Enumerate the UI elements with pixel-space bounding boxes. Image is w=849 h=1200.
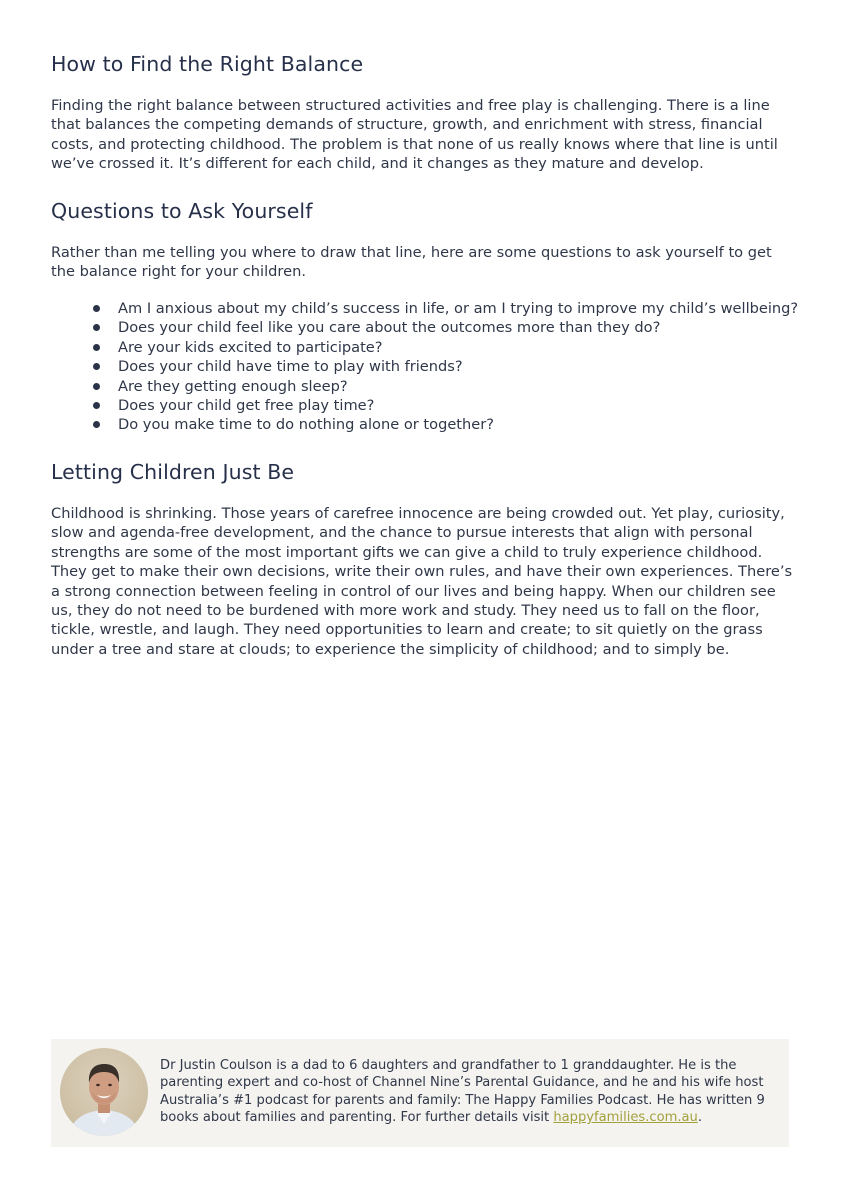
bullet-icon xyxy=(93,305,100,312)
question-text: Are your kids excited to participate? xyxy=(118,338,383,356)
list-item xyxy=(51,318,799,337)
section-heading-letting-be: Letting Children Just Be xyxy=(51,460,295,484)
website-link[interactable]: happyfamilies.com.au xyxy=(553,1110,698,1126)
question-text: Does your child have time to play with friends? xyxy=(118,358,463,376)
questions-list xyxy=(51,299,799,435)
list-item xyxy=(51,299,799,318)
section-heading-questions: Questions to Ask Yourself xyxy=(51,199,313,223)
section-heading-balance: How to Find the Right Balance xyxy=(51,52,364,76)
question-text: Does your child get free play time? xyxy=(118,397,375,415)
section-paragraph-letting-be: Childhood is shrinking. Those years of carefree innocence are being crowded out. Yet play, curiosity, slow and agenda-free development, and the chance to pursue interests that align with personal strengths are some of the most important gifts we can give a child to truly experience childhood. They get to make their own decisions, write their own rules, and have their own experiences. There’s a strong connection between feeling in control of our lives and being happy. When our children see us, they do not need to be burdened with more work and study. They need us to fall on the floor, tickle, wrestle, and laugh. They need opportunities to learn and create; to sit quietly on the grass under a tree and stare at clouds; to experience the simplicity of childhood; and to simply be. xyxy=(51,505,793,658)
question-text: Are they getting enough sleep? xyxy=(118,377,348,395)
bullet-icon xyxy=(93,383,100,390)
author-photo-icon xyxy=(60,1048,148,1136)
bullet-icon xyxy=(93,363,100,370)
section-paragraph-balance: Finding the right balance between structured activities and free play is challenging. There is a line that balances the competing demands of structure, growth, and enrichment with stress, financial costs, and protecting childhood. The problem is that none of us really knows where that line is until we’ve crossed it. It’s different for each child, and it changes as they mature and develop. xyxy=(51,97,778,173)
question-text: Does your child feel like you care about the outcomes more than they do? xyxy=(118,319,661,337)
question-text: Do you make time to do nothing alone or together? xyxy=(118,416,495,434)
author-bio-trailing: . xyxy=(697,1110,703,1126)
list-item xyxy=(51,338,799,357)
author-bio-box xyxy=(51,1039,789,1147)
list-item xyxy=(51,377,799,396)
list-item xyxy=(51,415,799,434)
section-paragraph-questions: Rather than me telling you where to draw that line, here are some questions to ask yourself to get the balance right for your children. xyxy=(51,244,772,281)
list-item xyxy=(51,357,799,376)
bullet-icon xyxy=(93,324,100,331)
bullet-icon xyxy=(93,421,100,428)
question-text: Am I anxious about my child’s success in life, or am I trying to improve my child’s wellbeing? xyxy=(118,300,799,317)
list-item xyxy=(51,396,799,415)
bullet-icon xyxy=(93,402,100,409)
author-bio-body: Dr Justin Coulson is a dad to 6 daughters and grandfather to 1 granddaughter. He is the parenting expert and co-host of Channel Nine’s Parental Guidance, and he and his wife host Australia’s #1 podcast for parents and family: The Happy Families Podcast. He has written 9 books about families and parenting. For further details visit xyxy=(160,1058,765,1126)
author-bio-text xyxy=(160,1057,782,1127)
author-avatar xyxy=(60,1048,148,1136)
bullet-icon xyxy=(93,344,100,351)
